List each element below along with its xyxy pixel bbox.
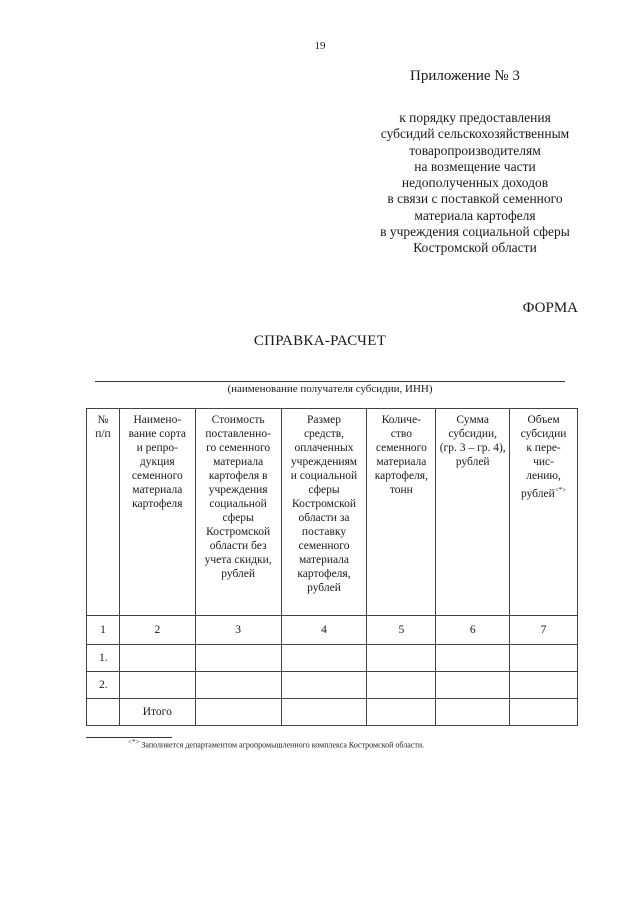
footnote-mark: <*>	[128, 738, 140, 746]
column-number: 3	[195, 616, 281, 645]
header-variety: Наимено- вание сорта и репро- дукция семенного материала картофеля	[119, 409, 195, 616]
total-label: Итого	[119, 699, 195, 726]
appendix-line: недополученных доходов	[401, 175, 549, 191]
footnote-mark: <*>	[554, 486, 567, 494]
form-label: ФОРМА	[522, 300, 578, 316]
appendix-line: Костромской области	[413, 240, 537, 256]
table-row	[87, 672, 578, 699]
appendix-title: Приложение № 3	[410, 68, 520, 84]
table-cell[interactable]	[510, 699, 578, 726]
table-cell[interactable]	[281, 645, 367, 672]
table-cell	[87, 699, 120, 726]
recipient-caption: (наименование получателя субсидии, ИНН)	[227, 383, 433, 395]
table-cell[interactable]	[119, 672, 195, 699]
table-cell[interactable]	[436, 699, 510, 726]
header-subsidy-transfer: Объем субсидии к пере- чис- лению, рублей<*>	[510, 409, 578, 616]
appendix-line: к порядку предоставления	[399, 110, 551, 125]
appendix-line: товаропроизводителям	[409, 142, 541, 158]
table-cell[interactable]	[436, 645, 510, 672]
column-number: 2	[119, 616, 195, 645]
table-cell[interactable]	[367, 699, 436, 726]
appendix-line: в связи с поставкой семенного	[387, 191, 563, 207]
recipient-name-line	[95, 381, 565, 382]
table-cell[interactable]	[119, 645, 195, 672]
table-cell[interactable]	[195, 699, 281, 726]
column-numbers-row	[87, 616, 578, 645]
appendix-line: в учреждения социальной сферы	[380, 224, 570, 240]
total-row	[87, 699, 578, 726]
row-index: 2.	[87, 672, 120, 699]
column-number: 4	[281, 616, 367, 645]
column-number: 7	[510, 616, 578, 645]
table-cell[interactable]	[195, 672, 281, 699]
column-number: 1	[87, 616, 120, 645]
footnote	[128, 738, 424, 750]
appendix-description	[330, 110, 620, 257]
header-quantity: Количе- ство семенного материала картофеля, тонн	[367, 409, 436, 616]
header-subsidy-sum: Сумма субсидии, (гр. 3 – гр. 4), рублей	[436, 409, 510, 616]
table-cell[interactable]	[436, 672, 510, 699]
table-cell[interactable]	[281, 699, 367, 726]
table-cell[interactable]	[195, 645, 281, 672]
table-header-row	[87, 409, 578, 616]
header-paid-amount: Размер средств, оплаченных учреждениям и социальной сферы Костромской области за поставку семенного материала картофеля, рублей	[281, 409, 367, 616]
table-cell[interactable]	[510, 645, 578, 672]
table-cell[interactable]	[510, 672, 578, 699]
appendix-line: на возмещение части	[414, 158, 536, 174]
calculation-table	[86, 408, 578, 726]
column-number: 6	[436, 616, 510, 645]
page-number: 19	[314, 40, 326, 52]
column-number: 5	[367, 616, 436, 645]
document-title: СПРАВКА-РАСЧЕТ	[253, 333, 387, 349]
row-index: 1.	[87, 645, 120, 672]
footnote-text: Заполняется департаментом агропромышленного комплекса Костромской области.	[141, 740, 425, 750]
header-cost: Стоимость поставленно- го семенного материала картофеля в учреждения социальной сферы Костромской области без учета скидки, рублей	[195, 409, 281, 616]
table-cell[interactable]	[367, 672, 436, 699]
appendix-line: субсидий сельскохозяйственным	[380, 126, 570, 142]
table-cell[interactable]	[281, 672, 367, 699]
appendix-line: материала картофеля	[414, 207, 536, 223]
table-row	[87, 645, 578, 672]
table-cell[interactable]	[367, 645, 436, 672]
header-number: № п/п	[87, 409, 120, 616]
